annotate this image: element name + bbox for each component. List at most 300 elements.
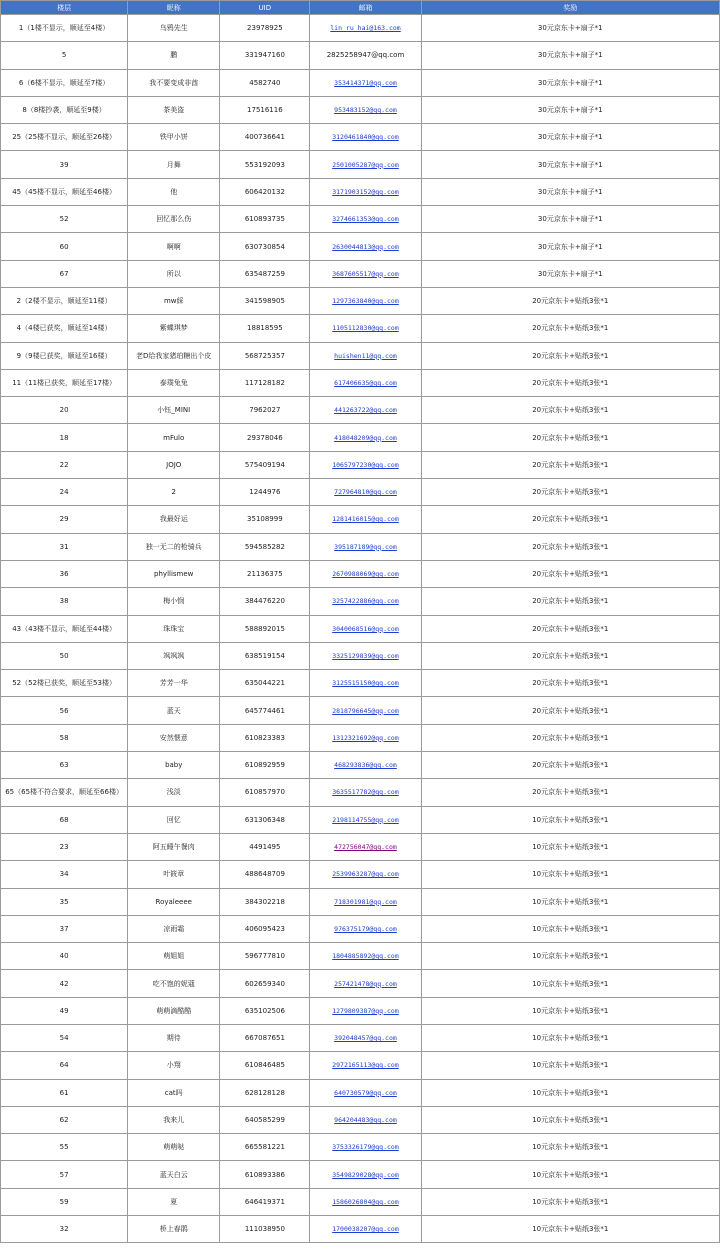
email-cell (310, 397, 421, 424)
table-body (1, 15, 720, 1243)
email-cell (310, 560, 421, 587)
floor-cell: 22 (1, 451, 128, 478)
floor-cell: 54 (1, 1024, 128, 1051)
reward-cell: 30元京东卡+扇子*1 (421, 178, 719, 205)
email-link[interactable]: 257421478@qq.com (334, 979, 397, 988)
email-link[interactable]: 3549829028@qq.com (332, 1170, 399, 1179)
nickname-cell: 萌萌哒 (128, 1134, 220, 1161)
email-cell (310, 861, 421, 888)
header-reward: 奖励 (421, 1, 719, 15)
nickname-cell: 铁甲小饼 (128, 124, 220, 151)
nickname-cell: 凉雨霜 (128, 915, 220, 942)
uid-cell: 594585282 (220, 533, 310, 560)
table-row (1, 1188, 720, 1215)
table-row (1, 970, 720, 997)
email-cell (310, 1024, 421, 1051)
reward-cell: 30元京东卡+扇子*1 (421, 15, 719, 42)
email-link[interactable]: 2198114755@qq.com (332, 815, 399, 824)
uid-cell: 21136375 (220, 560, 310, 587)
floor-cell: 43（43楼不显示，顺延至44楼） (1, 615, 128, 642)
uid-cell: 341598905 (220, 287, 310, 314)
email-link[interactable]: 3274661353@qq.com (332, 215, 399, 224)
uid-cell: 630730854 (220, 233, 310, 260)
table-row (1, 506, 720, 533)
nickname-cell: 啊啊 (128, 233, 220, 260)
email-cell (310, 1216, 421, 1243)
email-cell (310, 287, 421, 314)
nickname-cell: baby (128, 752, 220, 779)
email-link[interactable]: 2501005287@qq.com (332, 160, 399, 169)
floor-cell: 11（11楼已获奖，顺延至17楼） (1, 369, 128, 396)
uid-cell: 610846485 (220, 1052, 310, 1079)
floor-cell: 4（4楼已获奖，顺延至14楼） (1, 315, 128, 342)
reward-cell: 20元京东卡+贴纸3张*1 (421, 397, 719, 424)
table-row (1, 424, 720, 451)
table-row (1, 724, 720, 751)
reward-cell: 30元京东卡+扇子*1 (421, 260, 719, 287)
email-cell (310, 342, 421, 369)
reward-cell: 10元京东卡+贴纸3张*1 (421, 1161, 719, 1188)
email-cell (310, 479, 421, 506)
uid-cell: 665581221 (220, 1134, 310, 1161)
uid-cell: 331947160 (220, 42, 310, 69)
uid-cell: 628128128 (220, 1079, 310, 1106)
uid-cell: 606420132 (220, 178, 310, 205)
uid-cell: 384302218 (220, 888, 310, 915)
uid-cell: 1244976 (220, 479, 310, 506)
table-row (1, 369, 720, 396)
email-cell (310, 69, 421, 96)
header-uid: UID (220, 1, 310, 15)
table-row (1, 342, 720, 369)
reward-cell: 10元京东卡+贴纸3张*1 (421, 1052, 719, 1079)
nickname-cell: Royaleeee (128, 888, 220, 915)
reward-cell: 10元京东卡+贴纸3张*1 (421, 943, 719, 970)
nickname-cell: 飒飒飒 (128, 642, 220, 669)
table-row (1, 670, 720, 697)
floor-cell: 36 (1, 560, 128, 587)
nickname-cell: 期待 (128, 1024, 220, 1051)
uid-cell: 596777810 (220, 943, 310, 970)
table-row (1, 397, 720, 424)
floor-cell: 67 (1, 260, 128, 287)
uid-cell: 117128182 (220, 369, 310, 396)
email-cell (310, 369, 421, 396)
floor-cell: 59 (1, 1188, 128, 1215)
nickname-cell: 我不要变成非酋 (128, 69, 220, 96)
email-link[interactable]: 1065797230@qq.com (332, 460, 399, 469)
email-cell (310, 506, 421, 533)
uid-cell: 400736641 (220, 124, 310, 151)
email-link[interactable]: 2630044813@qq.com (332, 242, 399, 251)
email-link[interactable]: 441263722@qq.com (334, 406, 397, 415)
floor-cell: 29 (1, 506, 128, 533)
reward-cell: 30元京东卡+扇子*1 (421, 151, 719, 178)
table-row (1, 260, 720, 287)
email-link[interactable]: 727964810@qq.com (334, 488, 397, 497)
email-cell (310, 697, 421, 724)
uid-cell: 553192093 (220, 151, 310, 178)
email-link[interactable]: 2670988069@qq.com (332, 570, 399, 579)
email-link[interactable]: 3257422886@qq.com (332, 597, 399, 606)
floor-cell: 39 (1, 151, 128, 178)
nickname-cell: JOJO (128, 451, 220, 478)
email-link[interactable]: 3125515150@qq.com (332, 679, 399, 688)
floor-cell: 60 (1, 233, 128, 260)
table-row (1, 533, 720, 560)
nickname-cell: 安然惬意 (128, 724, 220, 751)
uid-cell: 7962027 (220, 397, 310, 424)
reward-cell: 30元京东卡+扇子*1 (421, 42, 719, 69)
reward-cell: 10元京东卡+贴纸3张*1 (421, 806, 719, 833)
nickname-cell: mw綵 (128, 287, 220, 314)
reward-cell: 20元京东卡+贴纸3张*1 (421, 315, 719, 342)
floor-cell: 24 (1, 479, 128, 506)
table-row (1, 779, 720, 806)
uid-cell: 588892015 (220, 615, 310, 642)
email-link[interactable]: 3120461840@qq.com (332, 133, 399, 142)
email-link[interactable]: 1297363840@qq.com (332, 297, 399, 306)
reward-cell: 10元京东卡+贴纸3张*1 (421, 1079, 719, 1106)
uid-cell: 631306348 (220, 806, 310, 833)
reward-cell: 10元京东卡+贴纸3张*1 (421, 997, 719, 1024)
email-cell (310, 888, 421, 915)
floor-cell: 34 (1, 861, 128, 888)
email-cell (310, 833, 421, 860)
reward-cell: 20元京东卡+贴纸3张*1 (421, 642, 719, 669)
table-row (1, 479, 720, 506)
floor-cell: 49 (1, 997, 128, 1024)
email-link[interactable]: lin_ru_hai@163.com (330, 24, 401, 33)
reward-cell: 10元京东卡+贴纸3张*1 (421, 1106, 719, 1133)
nickname-cell: 小翔 (128, 1052, 220, 1079)
email-cell (310, 15, 421, 42)
email-cell (310, 233, 421, 260)
email-cell (310, 806, 421, 833)
floor-cell: 50 (1, 642, 128, 669)
nickname-cell: 我来儿 (128, 1106, 220, 1133)
nickname-cell: 吃不饱的妮蔻 (128, 970, 220, 997)
uid-cell: 384476220 (220, 588, 310, 615)
uid-cell: 610823383 (220, 724, 310, 751)
uid-cell: 635487259 (220, 260, 310, 287)
nickname-cell: 回忆那么伤 (128, 206, 220, 233)
floor-cell: 68 (1, 806, 128, 833)
email-link[interactable]: 2972165113@qq.com (332, 1061, 399, 1070)
email-cell (310, 724, 421, 751)
reward-cell: 10元京东卡+贴纸3张*1 (421, 888, 719, 915)
table-row (1, 206, 720, 233)
reward-cell: 20元京东卡+贴纸3张*1 (421, 533, 719, 560)
table-row (1, 888, 720, 915)
table-row (1, 833, 720, 860)
floor-cell: 18 (1, 424, 128, 451)
uid-cell: 640585299 (220, 1106, 310, 1133)
reward-cell: 20元京东卡+贴纸3张*1 (421, 779, 719, 806)
nickname-cell: 泰璞兔兔 (128, 369, 220, 396)
floor-cell: 56 (1, 697, 128, 724)
nickname-cell: 梅小悯 (128, 588, 220, 615)
email-link[interactable]: 418048209@qq.com (334, 433, 397, 442)
email-cell (310, 1161, 421, 1188)
table-row (1, 943, 720, 970)
table-row (1, 997, 720, 1024)
floor-cell: 38 (1, 588, 128, 615)
email-cell (310, 588, 421, 615)
nickname-cell: 回忆 (128, 806, 220, 833)
reward-cell: 10元京东卡+贴纸3张*1 (421, 970, 719, 997)
uid-cell: 638519154 (220, 642, 310, 669)
email-cell (310, 779, 421, 806)
email-link[interactable]: 2818796645@qq.com (332, 706, 399, 715)
email-link[interactable]: 3687605517@qq.com (332, 269, 399, 278)
reward-cell: 10元京东卡+贴纸3张*1 (421, 833, 719, 860)
floor-cell: 5 (1, 42, 128, 69)
table-row (1, 915, 720, 942)
email-cell (310, 915, 421, 942)
email-link[interactable]: 976375179@qq.com (334, 924, 397, 933)
floor-cell: 58 (1, 724, 128, 751)
table-row (1, 1106, 720, 1133)
reward-cell: 10元京东卡+贴纸3张*1 (421, 861, 719, 888)
uid-cell: 17516116 (220, 96, 310, 123)
reward-cell: 20元京东卡+贴纸3张*1 (421, 588, 719, 615)
email-cell (310, 151, 421, 178)
email-link[interactable]: 3635517782@qq.com (332, 788, 399, 797)
reward-cell: 20元京东卡+贴纸3张*1 (421, 479, 719, 506)
nickname-cell: 浅淡 (128, 779, 220, 806)
uid-cell: 646419371 (220, 1188, 310, 1215)
table-row (1, 1216, 720, 1243)
reward-cell: 30元京东卡+扇子*1 (421, 124, 719, 151)
email-link[interactable]: 1279809387@qq.com (332, 1006, 399, 1015)
table-row (1, 861, 720, 888)
email-cell (310, 997, 421, 1024)
uid-cell: 667087651 (220, 1024, 310, 1051)
nickname-cell: 芳芳一华 (128, 670, 220, 697)
nickname-cell: 夏 (128, 1188, 220, 1215)
floor-cell: 32 (1, 1216, 128, 1243)
email-link[interactable]: 964204483@qq.com (334, 1116, 397, 1125)
reward-cell: 20元京东卡+贴纸3张*1 (421, 560, 719, 587)
email-cell (310, 315, 421, 342)
uid-cell: 635102506 (220, 997, 310, 1024)
table-row (1, 15, 720, 42)
reward-cell: 10元京东卡+贴纸3张*1 (421, 1216, 719, 1243)
nickname-cell: cat吗 (128, 1079, 220, 1106)
email-link[interactable]: 2539963287@qq.com (332, 870, 399, 879)
floor-cell: 63 (1, 752, 128, 779)
email-link[interactable]: 3753326179@qq.com (332, 1143, 399, 1152)
nickname-cell: 萌姐姐 (128, 943, 220, 970)
floor-cell: 8（8楼抄袭，顺延至9楼） (1, 96, 128, 123)
nickname-cell: 桥上春鹃 (128, 1216, 220, 1243)
email-link[interactable]: 1281416015@qq.com (332, 515, 399, 524)
email-link[interactable]: 468293836@qq.com (334, 761, 397, 770)
table-row (1, 1052, 720, 1079)
reward-cell: 20元京东卡+贴纸3张*1 (421, 670, 719, 697)
floor-cell: 61 (1, 1079, 128, 1106)
reward-cell: 20元京东卡+贴纸3张*1 (421, 615, 719, 642)
email-cell (310, 1079, 421, 1106)
table-row (1, 697, 720, 724)
uid-cell: 635044221 (220, 670, 310, 697)
table-row (1, 42, 720, 69)
reward-cell: 20元京东卡+贴纸3张*1 (421, 451, 719, 478)
nickname-cell: 乌鸦先生 (128, 15, 220, 42)
uid-cell: 18818595 (220, 315, 310, 342)
reward-cell: 20元京东卡+贴纸3张*1 (421, 287, 719, 314)
table-row (1, 1134, 720, 1161)
reward-cell: 10元京东卡+贴纸3张*1 (421, 1134, 719, 1161)
email-link[interactable]: 1804885892@qq.com (332, 952, 399, 961)
nickname-cell: 紫蝶琪梦 (128, 315, 220, 342)
floor-cell: 37 (1, 915, 128, 942)
floor-cell: 45（45楼不显示，顺延至46楼） (1, 178, 128, 205)
reward-cell: 20元京东卡+贴纸3张*1 (421, 424, 719, 451)
reward-cell: 20元京东卡+贴纸3张*1 (421, 724, 719, 751)
email-cell (310, 1106, 421, 1133)
email-cell (310, 615, 421, 642)
email-link[interactable]: 1312321692@qq.com (332, 733, 399, 742)
uid-cell: 23978925 (220, 15, 310, 42)
uid-cell: 568725357 (220, 342, 310, 369)
table-row (1, 151, 720, 178)
email-cell (310, 42, 421, 69)
reward-cell: 30元京东卡+扇子*1 (421, 206, 719, 233)
floor-cell: 52（52楼已获奖，顺延至53楼） (1, 670, 128, 697)
reward-cell: 20元京东卡+贴纸3张*1 (421, 506, 719, 533)
email-text: 2825258947@qq.com (326, 51, 405, 60)
email-link[interactable]: 472756047@qq.com (334, 843, 397, 852)
floor-cell: 23 (1, 833, 128, 860)
email-link[interactable]: 1586026804@qq.com (332, 1197, 399, 1206)
table-row (1, 1161, 720, 1188)
table-row (1, 588, 720, 615)
uid-cell: 29378046 (220, 424, 310, 451)
floor-cell: 20 (1, 397, 128, 424)
email-link[interactable]: 395187189@qq.com (334, 542, 397, 551)
nickname-cell: 所以 (128, 260, 220, 287)
table-row (1, 96, 720, 123)
reward-cell: 30元京东卡+扇子*1 (421, 69, 719, 96)
nickname-cell: phyllismew (128, 560, 220, 587)
reward-cell: 20元京东卡+贴纸3张*1 (421, 342, 719, 369)
header-row (1, 1, 720, 15)
uid-cell: 610892959 (220, 752, 310, 779)
floor-cell: 31 (1, 533, 128, 560)
email-cell (310, 642, 421, 669)
floor-cell: 35 (1, 888, 128, 915)
nickname-cell: 他 (128, 178, 220, 205)
table-row (1, 178, 720, 205)
email-link[interactable]: 3040068516@qq.com (332, 624, 399, 633)
uid-cell: 488648709 (220, 861, 310, 888)
table-row (1, 1024, 720, 1051)
header-email: 邮箱 (310, 1, 421, 15)
table-row (1, 806, 720, 833)
email-cell (310, 206, 421, 233)
table-row (1, 287, 720, 314)
table-row (1, 752, 720, 779)
table-row (1, 315, 720, 342)
email-cell (310, 670, 421, 697)
table-row (1, 615, 720, 642)
email-cell (310, 943, 421, 970)
floor-cell: 42 (1, 970, 128, 997)
header-nickname: 昵称 (128, 1, 220, 15)
nickname-cell: 蓝天 (128, 697, 220, 724)
nickname-cell: 叶筱章 (128, 861, 220, 888)
email-cell (310, 970, 421, 997)
email-link[interactable]: huishen11@qq.com (334, 351, 397, 360)
floor-cell: 65（65楼不符合要求，顺延至66楼） (1, 779, 128, 806)
uid-cell: 610893735 (220, 206, 310, 233)
reward-cell: 20元京东卡+贴纸3张*1 (421, 697, 719, 724)
table-row (1, 124, 720, 151)
floor-cell: 1（1楼不显示，顺延至4楼） (1, 15, 128, 42)
email-cell (310, 1134, 421, 1161)
floor-cell: 55 (1, 1134, 128, 1161)
nickname-cell: mFulo (128, 424, 220, 451)
nickname-cell: 老D给我家猪珀糖出个皮 (128, 342, 220, 369)
email-cell (310, 124, 421, 151)
reward-cell: 10元京东卡+贴纸3张*1 (421, 915, 719, 942)
email-cell (310, 533, 421, 560)
floor-cell: 64 (1, 1052, 128, 1079)
reward-cell: 10元京东卡+贴纸3张*1 (421, 1024, 719, 1051)
table-row (1, 233, 720, 260)
email-link[interactable]: 953483152@qq.com (334, 106, 397, 115)
uid-cell: 610857970 (220, 779, 310, 806)
email-link[interactable]: 392048457@qq.com (334, 1034, 397, 1043)
floor-cell: 40 (1, 943, 128, 970)
floor-cell: 62 (1, 1106, 128, 1133)
nickname-cell: 珠珠宝 (128, 615, 220, 642)
table-row (1, 642, 720, 669)
uid-cell: 406095423 (220, 915, 310, 942)
email-link[interactable]: 1105112830@qq.com (332, 324, 399, 333)
email-cell (310, 260, 421, 287)
reward-cell: 10元京东卡+贴纸3张*1 (421, 1188, 719, 1215)
floor-cell: 9（9楼已获奖，顺延至16楼） (1, 342, 128, 369)
email-cell (310, 178, 421, 205)
floor-cell: 52 (1, 206, 128, 233)
reward-cell: 30元京东卡+扇子*1 (421, 233, 719, 260)
uid-cell: 4582740 (220, 69, 310, 96)
uid-cell: 602659340 (220, 970, 310, 997)
nickname-cell: 鹏 (128, 42, 220, 69)
email-link[interactable]: 353414371@qq.com (334, 78, 397, 87)
uid-cell: 4491495 (220, 833, 310, 860)
table-row (1, 69, 720, 96)
email-link[interactable]: 718301981@qq.com (334, 897, 397, 906)
nickname-cell: 独一无二的枪骑兵 (128, 533, 220, 560)
email-cell (310, 96, 421, 123)
nickname-cell: 茶美盗 (128, 96, 220, 123)
email-cell (310, 424, 421, 451)
email-cell (310, 451, 421, 478)
nickname-cell: 萌萌滴酷酷 (128, 997, 220, 1024)
email-link[interactable]: 3325129839@qq.com (332, 651, 399, 660)
reward-cell: 20元京东卡+贴纸3张*1 (421, 369, 719, 396)
email-link[interactable]: 640730579@qq.com (334, 1088, 397, 1097)
email-link[interactable]: 3171903152@qq.com (332, 187, 399, 196)
table-row (1, 1079, 720, 1106)
uid-cell: 111038950 (220, 1216, 310, 1243)
email-link[interactable]: 1700038207@qq.com (332, 1225, 399, 1234)
email-link[interactable]: 617406635@qq.com (334, 379, 397, 387)
